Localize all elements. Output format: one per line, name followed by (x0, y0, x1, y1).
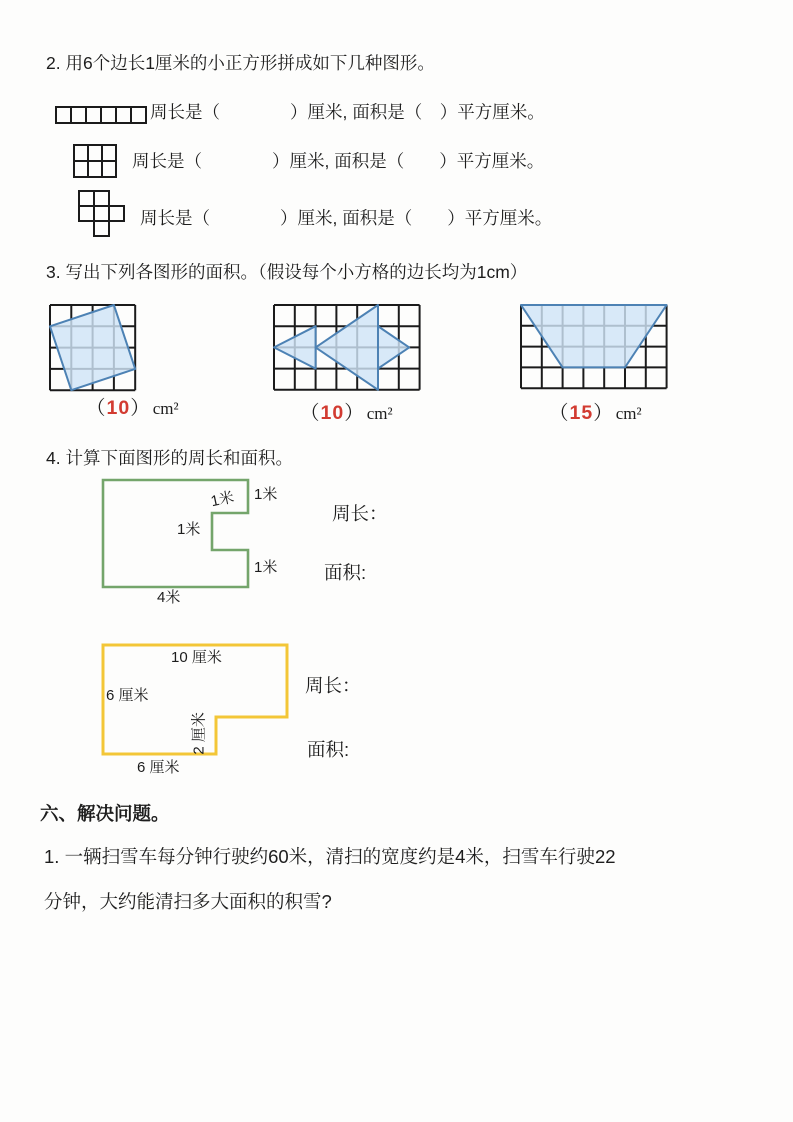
q3-answer-1 (86, 396, 179, 420)
yellow-area-label: 面积: (307, 739, 350, 760)
q6-title: 六、解决问题。 (40, 803, 170, 824)
answer-unit: cm² (366, 404, 393, 423)
green-label-right-top: 1米 (254, 486, 278, 503)
q2-shape-grid-3x2 (72, 143, 118, 179)
q2-title: 2. 用6个边长1厘米的小正方形拼成如下几种图形。 (46, 53, 435, 73)
answer-value: 10 (106, 397, 131, 419)
yellow-label-step: 2 厘米 (190, 712, 208, 755)
q2-row1-text: 周长是（ ）厘米, 面积是（ ）平方厘米。 (150, 102, 545, 122)
paren-open: （ (86, 397, 107, 419)
q4-title: 4. 计算下面图形的周长和面积。 (46, 448, 293, 468)
yellow-label-left: 6 厘米 (106, 687, 149, 704)
q3-figure-trapezoid (519, 303, 669, 390)
q2-shape-strip-1x6 (54, 105, 148, 125)
q2-row2-text: 周长是（ ）厘米, 面积是（ ）平方厘米。 (132, 151, 545, 171)
green-label-bottom: 4米 (157, 589, 181, 606)
q3-figure-tilted-square (48, 303, 137, 392)
q2-shape-plus (77, 189, 126, 238)
paren-close: ） (130, 397, 151, 419)
q3-title: 3. 写出下列各图形的面积。（假设每个小方格的边长均为1cm） (46, 262, 528, 282)
green-perimeter-label: 周长： (332, 503, 388, 524)
paren-open: （ (300, 402, 321, 424)
green-label-right-bottom: 1米 (254, 559, 278, 576)
answer-unit: cm² (615, 404, 642, 423)
green-label-notch-left: 1米 (177, 521, 201, 538)
answer-value: 15 (569, 402, 594, 424)
q6-problem-line1: 1. 一辆扫雪车每分钟行驶约60米，清扫的宽度约是4米，扫雪车行驶22 (44, 846, 616, 867)
q3-answer-2 (300, 401, 393, 425)
q3-figure-arrow-triangles (272, 303, 422, 392)
yellow-label-top: 10 厘米 (171, 649, 222, 666)
paren-close: ） (593, 402, 614, 424)
green-label-notch-top: 1米 (209, 488, 236, 511)
answer-unit: cm² (152, 399, 179, 418)
yellow-perimeter-label: 周长： (305, 675, 361, 696)
paren-close: ） (344, 402, 365, 424)
q3-answer-3 (549, 401, 642, 425)
yellow-label-bottom: 6 厘米 (137, 759, 180, 776)
paren-open: （ (549, 402, 570, 424)
green-area-label: 面积: (324, 562, 367, 583)
q2-row3-text: 周长是（ ）厘米, 面积是（ ）平方厘米。 (140, 208, 553, 228)
answer-value: 10 (320, 402, 345, 424)
q6-problem-line2: 分钟，大约能清扫多大面积的积雪? (44, 891, 332, 912)
